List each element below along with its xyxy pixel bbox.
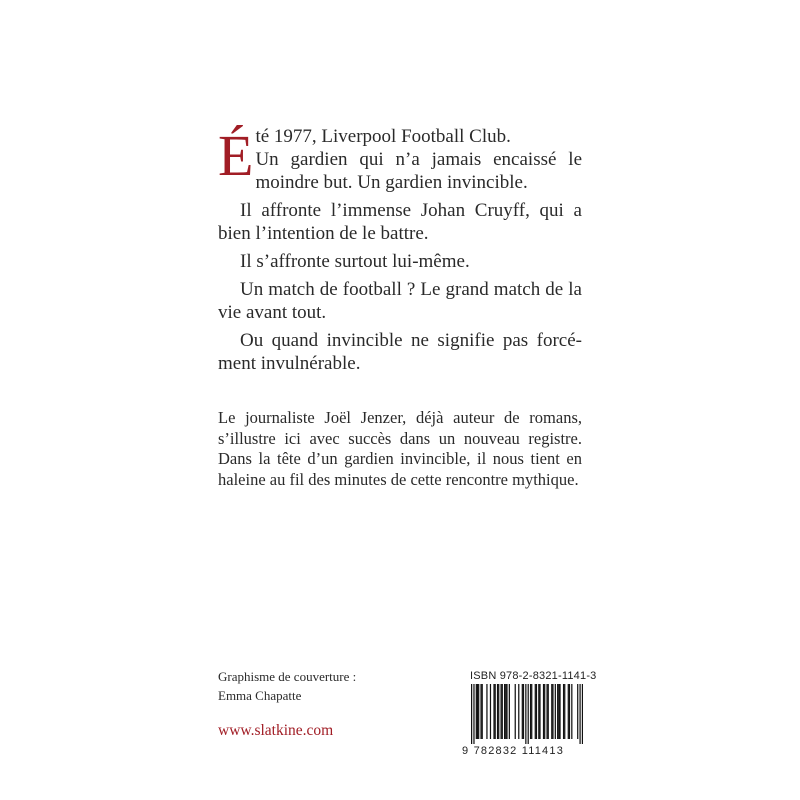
barcode-bar [531,684,532,739]
barcode-bar [582,684,583,744]
barcode-bar [535,684,536,739]
barcode-bar [500,684,501,739]
barcode-bar [543,684,544,739]
barcode-bar [536,684,537,739]
barcode-bar [477,684,478,739]
barcode-bar [538,684,539,739]
barcode-bar [518,684,519,739]
barcode-bar [509,684,510,739]
barcode-bar [548,684,549,739]
credits-label: Graphisme de couverture : [218,669,357,684]
barcode-bar [530,684,531,739]
blurb-paragraph-4: Un match de football ? Le grand match de la vie avant tout. [218,279,582,323]
barcode-bar [551,684,552,739]
barcode-bar [579,684,580,744]
blurb-paragraph-3: Il s’affronte surtout lui-même. [240,251,470,272]
barcode-bar [528,684,529,744]
barcode-bar [544,684,545,739]
barcode-bar [564,684,565,739]
credits-name: Emma Chapatte [218,688,302,703]
barcode-bar [559,684,560,739]
barcode-bar [471,684,472,744]
barcode-bar [490,684,491,739]
barcode-bar [577,684,578,739]
barcode-bar [486,684,487,739]
barcode-bar [493,684,494,739]
barcode-bar [571,684,572,739]
barcode-bar [552,684,553,739]
blurb [218,125,582,380]
barcode-bar [482,684,483,739]
barcode-digits: 9 782832 111413 [462,745,565,757]
barcode-bar [558,684,559,739]
cover-credits [218,667,356,705]
barcode-bar [498,684,499,739]
barcode-bar [568,684,569,739]
barcode-bar [473,684,474,744]
author-description [218,408,582,490]
blurb-paragraph-5: Ou quand invincible ne signifie pas forcé-ment invulnérable. [218,330,582,374]
barcode-bar [546,684,547,739]
blurb-first-line: té 1977, Liverpool Football Club. [255,126,511,147]
author-text: Le journaliste Joël Jenzer, déjà auteur de romans, s’illustre ici avec succès dans un nouveau registre. Dans la tête d’un gardien invincible, il nous tient en haleine au fil des minutes de cette rencontre mythique. [218,408,582,489]
barcode-bar [539,684,540,739]
barcode-bar [563,684,564,739]
barcode-bar [502,684,503,739]
barcode-bar [525,684,526,744]
barcode-bar [505,684,506,739]
barcode [471,684,583,744]
barcode-bar [557,684,558,739]
blurb-paragraph-2: Il affronte l’immense Johan Cruyff, qui a bien l’intention de le battre. [218,200,582,244]
blurb-first-paragraph [218,125,582,194]
barcode-bar [497,684,498,739]
barcode-bar [522,684,523,739]
isbn-label: ISBN 978-2-8321-1141-3 [470,670,597,682]
barcode-bar [480,684,481,739]
publisher-website[interactable]: www.slatkine.com [218,722,334,739]
blurb-paragraph-1: Un gardien qui n’a jamais encaissé le moindre but. Un gardien invincible. [255,149,582,193]
barcode-bar [555,684,556,739]
barcode-bar [504,684,505,739]
barcode-bar [495,684,496,739]
barcode-bar [569,684,570,739]
drop-cap: É [218,123,254,188]
barcode-bar [476,684,477,739]
barcode-bar [478,684,479,739]
barcode-bar [523,684,524,739]
barcode-bar [515,684,516,739]
barcode-bar [506,684,507,739]
